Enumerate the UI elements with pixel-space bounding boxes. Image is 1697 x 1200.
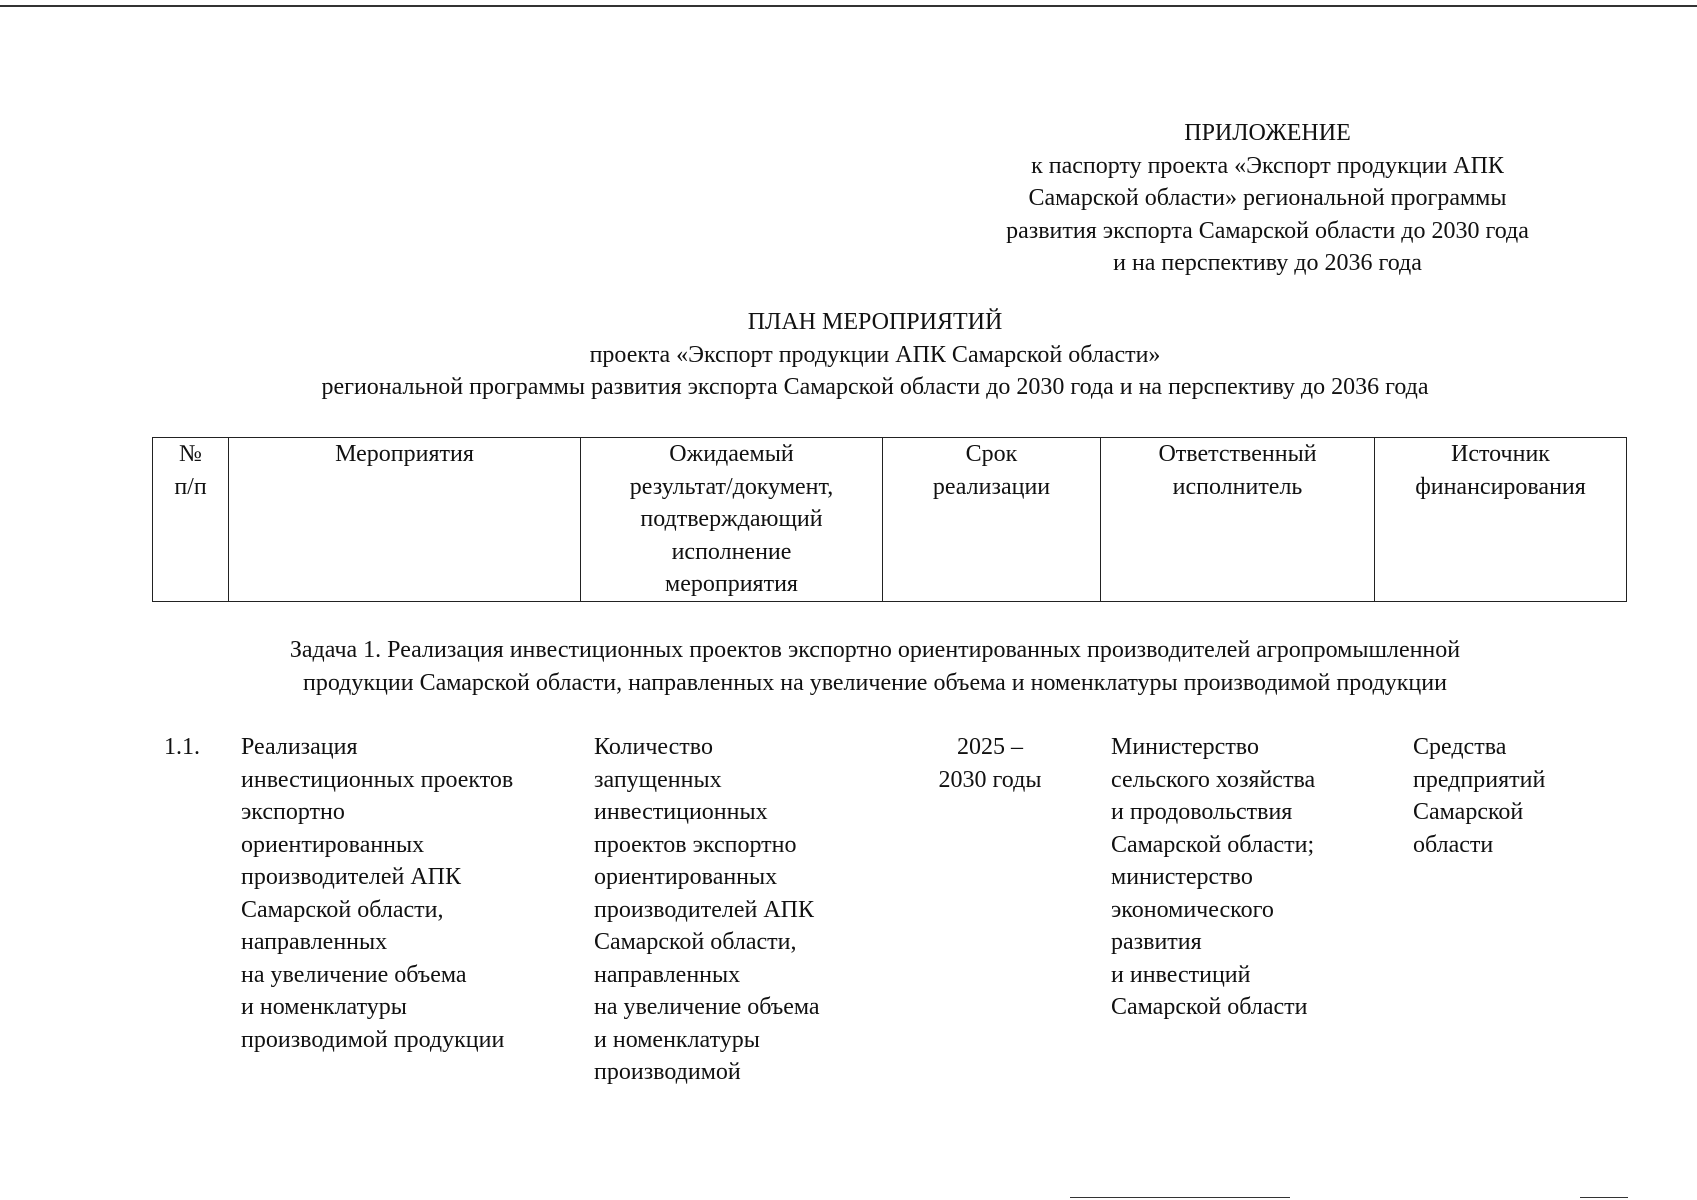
appendix-title: ПРИЛОЖЕНИЕ [1184,120,1351,146]
plan-table-header [152,437,1627,602]
appendix-line: развития экспорта Самарской области до 2030 года [1006,217,1529,244]
column-header-number: № п/п [153,438,229,602]
page-bottom-rule [1070,1197,1290,1198]
row-term: 2025 – 2030 годы [938,734,1042,793]
page-bottom-rule [1580,1197,1628,1198]
appendix-line: Самарской области» региональной программы [1028,185,1507,211]
column-header-term: Срок реализации [883,438,1101,602]
row-number: 1.1. [164,734,200,760]
task-1-heading [150,634,1600,699]
task-line: Задача 1. Реализация инвестиционных проектов экспортно ориентированных производителей агропромышленной [289,637,1461,663]
appendix-line: и на перспективу до 2036 года [1113,250,1422,276]
column-header-expected-result: Ожидаемый результат/документ, подтверждающий исполнение мероприятия [581,438,883,602]
task-line: продукции Самарской области, направленных на увеличение объема и номенклатуры производимой продукции [303,669,1447,696]
page-top-rule [0,5,1697,7]
row-activity: Реализация инвестиционных проектов экспортно ориентированных производителей АПК Самарской области, направленных на увеличение объема и номенклатуры производимой продукции [241,734,514,1053]
row-funding-source: Средства предприятий Самарской области [1413,734,1546,858]
appendix-line: к паспорту проекта «Экспорт продукции АПК [1031,152,1504,179]
appendix-header [940,117,1595,280]
table-header-row [153,438,1627,602]
plan-title: ПЛАН МЕРОПРИЯТИЙ [747,309,1003,335]
plan-subtitle: проекта «Экспорт продукции АПК Самарской области» [589,341,1161,368]
column-header-activities: Мероприятия [229,438,581,602]
column-header-responsible: Ответственный исполнитель [1101,438,1375,602]
plan-header [150,306,1600,404]
row-expected-result: Количество запущенных инвестиционных проектов экспортно ориентированных производителей АПК Самарской области, направленных на увеличение объема и номенклатуры производимой [594,734,820,1085]
plan-subtitle: региональной программы развития экспорта Самарской области до 2030 года и на перспективу до 2036 года [321,374,1429,400]
row-responsible: Министерство сельского хозяйства и продовольствия Самарской области; министерство экономического развития и инвестиций Самарской области [1111,734,1316,1020]
column-header-funding-source: Источник финансирования [1375,438,1627,602]
